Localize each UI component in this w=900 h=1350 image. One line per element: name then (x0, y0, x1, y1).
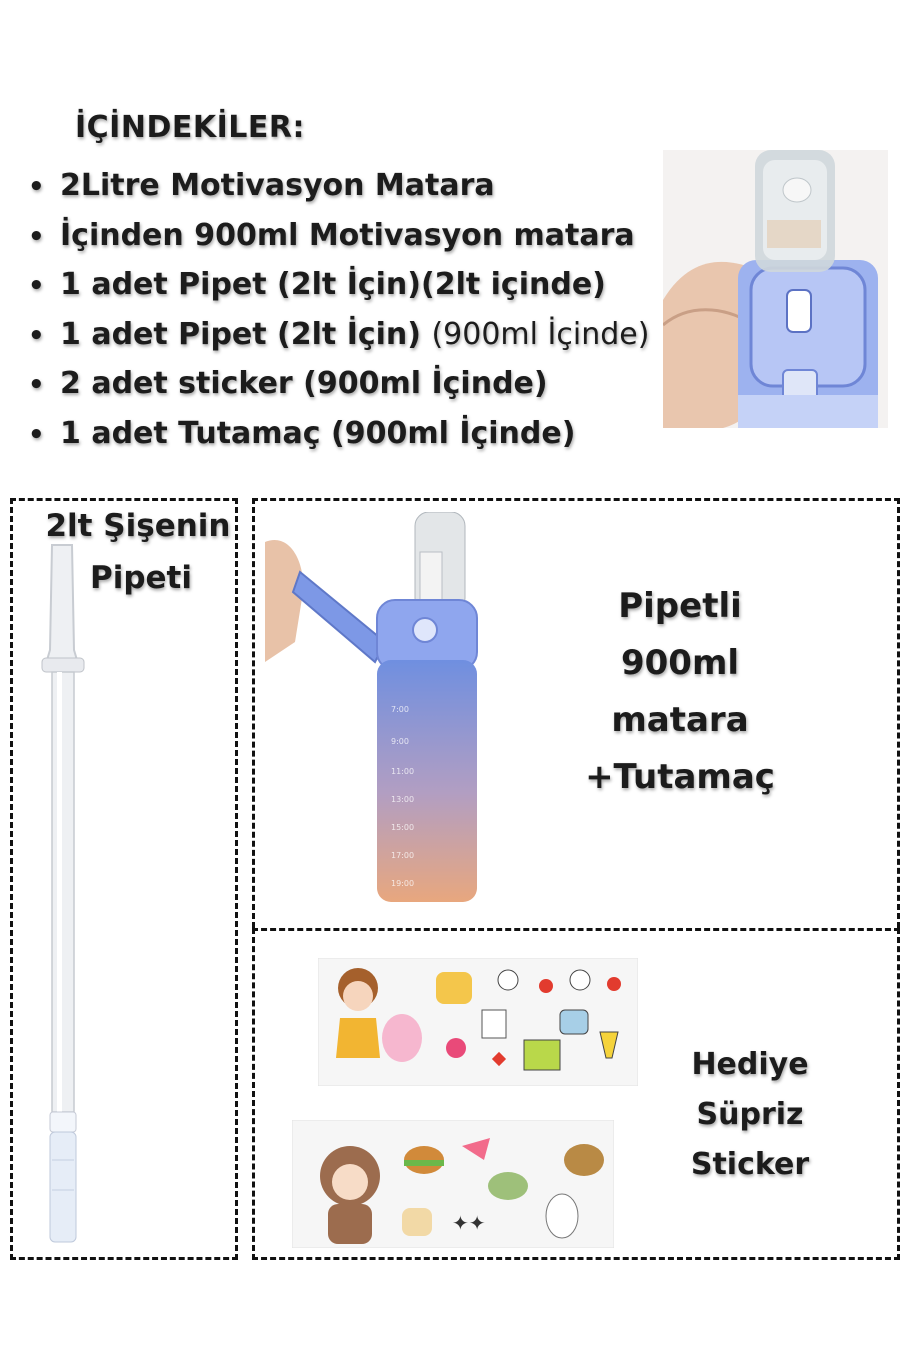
bottle-label-line: +Tutamaç (585, 757, 775, 797)
list-item-text: 1 adet Pipet (2lt İçin) (60, 316, 432, 352)
svg-text:15:00: 15:00 (391, 823, 415, 832)
bottle-label-line: 900ml (620, 643, 740, 683)
bullet-icon: • (28, 221, 45, 252)
list-item (28, 362, 649, 412)
list-item-text: 2Litre Motivasyon Matara (60, 168, 495, 203)
svg-text:17:00: 17:00 (391, 851, 415, 860)
bullet-icon: • (28, 320, 45, 351)
bullet-icon: • (28, 370, 45, 400)
bottle-label-line: Pipetli (618, 586, 742, 626)
bottle-cap-photo (663, 150, 888, 428)
straw-title-line: 2lt Şişenin (45, 508, 231, 544)
contents-list (28, 164, 649, 461)
sticker-label-line: Süpriz (696, 1097, 804, 1132)
bullet-icon: • (28, 271, 45, 301)
list-item (28, 313, 649, 363)
svg-text:13:00: 13:00 (391, 795, 415, 804)
sticker-sheet-1 (318, 958, 638, 1086)
list-item-text: 1 adet Tutamaç (900ml İçinde) (60, 415, 576, 451)
svg-text:✦✦: ✦✦ (452, 1211, 486, 1235)
list-item (28, 214, 649, 264)
list-item (28, 412, 649, 462)
list-item-text: 2 adet sticker (900ml İçinde) (60, 366, 548, 401)
list-item-note: (900ml İçinde) (431, 316, 650, 352)
svg-text:19:00: 19:00 (391, 879, 415, 888)
sticker-sheet-2 (292, 1120, 614, 1248)
bottle-label (560, 578, 800, 806)
sticker-label (680, 1040, 820, 1190)
list-item-text: 1 adet Pipet (2lt İçin)(2lt içinde) (60, 267, 606, 302)
straw-image (30, 540, 100, 1250)
list-item (28, 164, 649, 214)
contents-heading: İÇİNDEKİLER: (75, 110, 305, 145)
bullet-icon: • (28, 172, 45, 202)
svg-text:11:00: 11:00 (391, 767, 415, 776)
bottle-photo (265, 512, 495, 912)
bullet-icon: • (28, 419, 45, 450)
list-item (28, 263, 649, 313)
svg-text:7:00: 7:00 (391, 705, 409, 714)
straw-title-line: Pipeti (89, 560, 192, 596)
sticker-label-line: Sticker (690, 1147, 810, 1182)
svg-text:9:00: 9:00 (391, 737, 409, 746)
bottle-label-line: matara (611, 700, 749, 740)
sticker-label-line: Hediye (691, 1047, 809, 1082)
list-item-text: İçinden 900ml Motivasyon matara (60, 217, 635, 253)
